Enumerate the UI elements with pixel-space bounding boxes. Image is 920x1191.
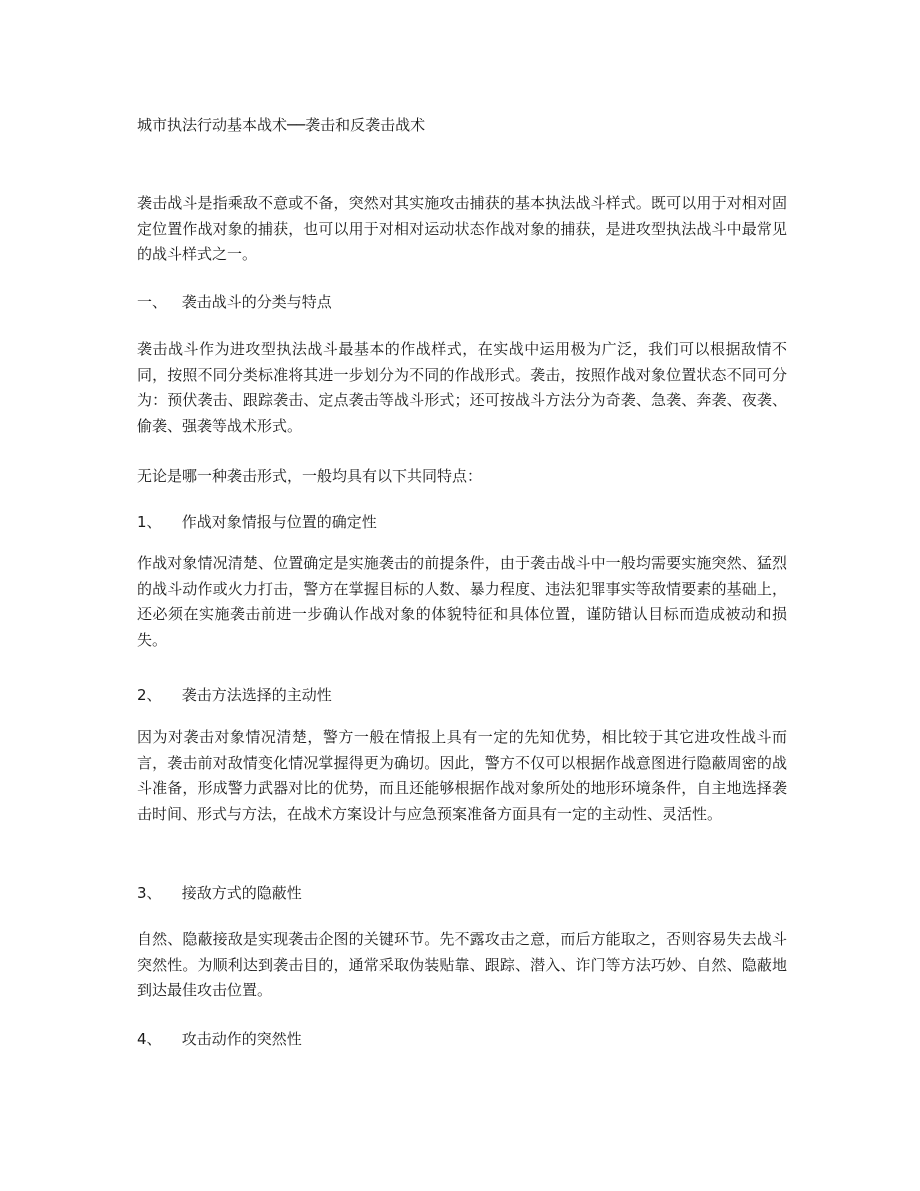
point-3-title: 接敌方式的隐蔽性: [181, 884, 302, 902]
intro-paragraph: 袭击战斗是指乘敌不意或不备，突然对其实施攻击捕获的基本执法战斗样式。既可以用于对相对固定位置作战对象的捕获，也可以用于对相对运动状态作战对象的捕获，是进攻型执法战斗中最常见的战斗样式之一。: [137, 194, 787, 263]
section-1-title: 袭击战斗的分类与特点: [181, 293, 332, 311]
point-4-heading: [137, 1027, 302, 1051]
point-2-number: 2、: [137, 686, 162, 704]
point-1-number: 1、: [137, 513, 162, 531]
point-3-number: 3、: [137, 884, 162, 902]
point-1-paragraph: 作战对象情况清楚、位置确定是实施袭击的前提条件，由于袭击战斗中一般均需要实施突然、猛烈的战斗动作或火力打击，警方在掌握目标的人数、暴力程度、违法犯罪事实等敌情要素的基础上，还必须在实施袭击前进一步确认作战对象的体貌特征和具体位置，谨防错认目标而造成被动和损失。: [137, 554, 787, 649]
section-1-number: 一、: [137, 293, 168, 311]
point-2-paragraph: 因为对袭击对象情况清楚，警方一般在情报上具有一定的先知优势，相比较于其它进攻性战斗而言，袭击前对敌情变化情况掌握得更为确切。因此，警方不仅可以根据作战意图进行隐蔽周密的战斗准备，形成警力武器对比的优势，而且还能够根据作战对象所处的地形环境条件，自主地选择袭击时间、形式与方法，在战术方案设计与应急预案准备方面具有一定的主动性、灵活性。: [137, 728, 787, 823]
point-2-title: 袭击方法选择的主动性: [181, 686, 332, 704]
point-3-paragraph: 自然、隐蔽接敌是实现袭击企图的关键环节。先不露攻击之意，而后方能取之，否则容易失去战斗突然性。为顺利达到袭击目的，通常采取伪装贴靠、跟踪、潜入、诈门等方法巧妙、自然、隐蔽地到达最佳攻击位置。: [137, 930, 787, 999]
section-1-paragraph-1: 袭击战斗作为进攻型执法战斗最基本的作战样式，在实战中运用极为广泛，我们可以根据敌情不同，按照不同分类标准将其进一步划分为不同的作战形式。袭击，按照作战对象位置状态不同可分为：预伏袭击、跟踪袭击、定点袭击等战斗形式；还可按战斗方法分为奇袭、急袭、奔袭、夜袭、偷袭、强袭等战术形式。: [137, 340, 787, 435]
section-1-heading: [137, 290, 332, 314]
point-1-title: 作战对象情报与位置的确定性: [181, 513, 377, 531]
point-2-heading: [137, 683, 332, 707]
section-1-paragraph-2: 无论是哪一种袭击形式，一般均具有以下共同特点：: [137, 467, 483, 485]
point-3-heading: [137, 881, 302, 905]
point-4-number: 4、: [137, 1030, 162, 1048]
point-4-title: 攻击动作的突然性: [181, 1030, 302, 1048]
point-1-heading: [137, 510, 377, 534]
document-title: 城市执法行动基本战术──袭击和反袭击战术: [137, 116, 426, 134]
